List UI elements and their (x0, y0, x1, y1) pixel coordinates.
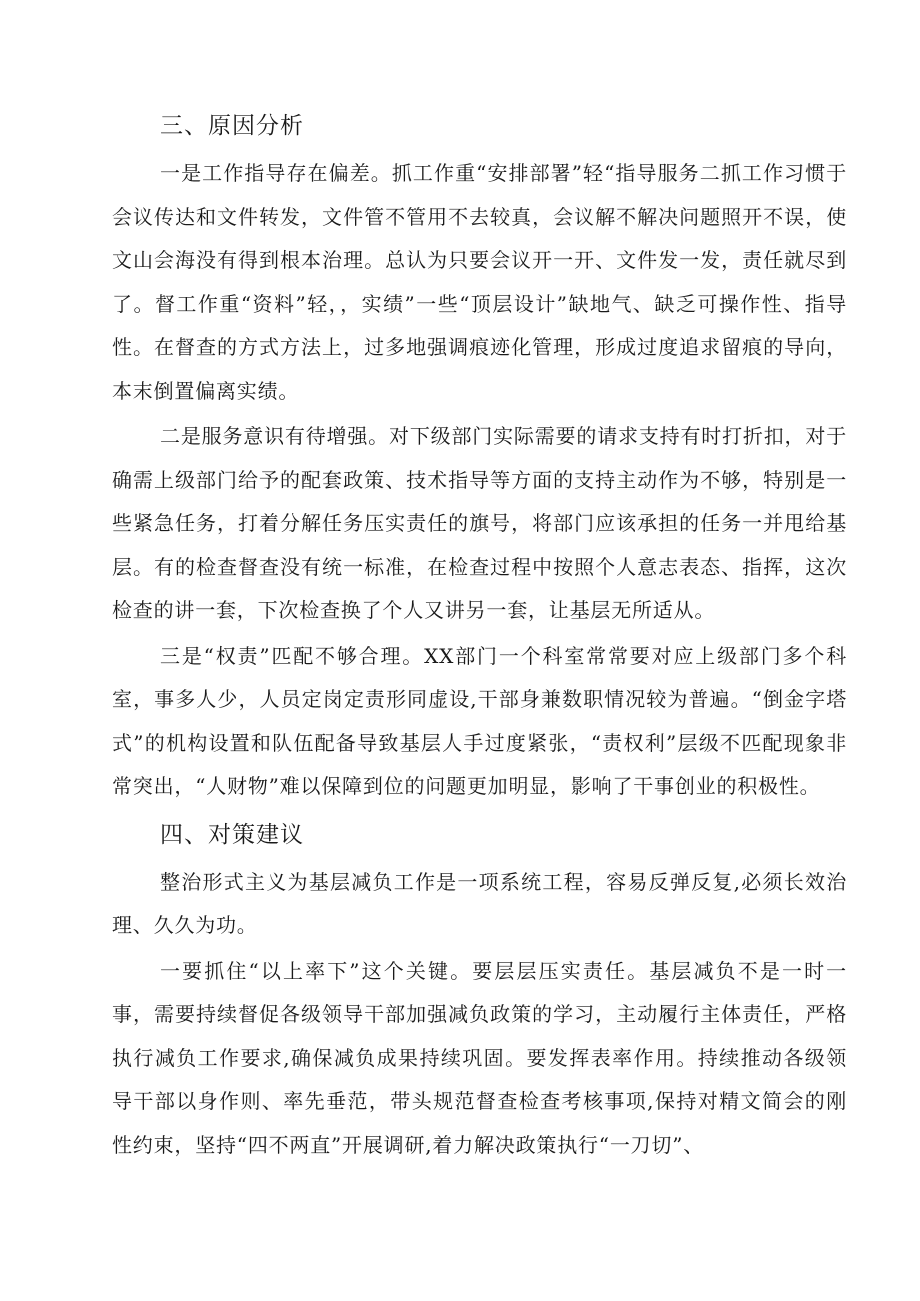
paragraph-service-awareness: 二是服务意识有待增强。对下级部门实际需要的请求支持有时打折扣，对于确需上级部门给予的配套政策、技术指导等方面的支持主动作为不够，特别是一些紧急任务，打着分解任务压实责任的旗号，将部门应该承担的任务一并甩给基层。有的检查督查没有统一标准，在检查过程中按照个人意志表态、指挥，这次检查的讲一套，下次检查换了个人又讲另一套，让基层无所适从。 (112, 424, 847, 622)
paragraph-power-responsibility: 三是“权责”匹配不够合理。XX部门一个科室常常要对应上级部门多个科室，事多人少，人员定岗定责形同虚设,干部身兼数职情况较为普遍。“倒金字塔式”的机构设置和队伍配备导致基层人手过度紧张，“责权利”层级不匹配现象非常突出，“人财物”难以保障到位的问题更加明显，影响了干事创业的积极性。 (112, 643, 847, 798)
paragraph-guidance-deviation: 一是工作指导存在偏差。抓工作重“安排部署”轻“指导服务二抓工作习惯于会议传达和文件转发，文件管不管用不去较真，会议解不解决问题照开不误，使文山会海没有得到根本治理。总认为只要会议开一开、文件发一发，责任就尽到了。督工作重“资料”轻，，实绩”一些“顶层设计”缺地气、缺乏可操作性、指导性。在督查的方式方法上，过多地强调痕迹化管理，形成过度追求留痕的导向，本末倒置偏离实绩。 (112, 161, 847, 403)
paragraph-systematic-project: 整治形式主义为基层减负工作是一项系统工程，容易反弹反复,必须长效治理、久久为功。 (112, 869, 847, 937)
section-heading-countermeasures: 四、对策建议 (160, 821, 304, 848)
section-heading-cause-analysis: 三、原因分析 (160, 113, 304, 139)
document-page (112, 100, 847, 1167)
paragraph-lead-by-example: 一要抓住“以上率下”这个关键。要层层压实责任。基层减负不是一时一事，需要持续督促各级领导干部加强减负政策的学习，主动履行主体责任，严格执行减负工作要求,确保减负成果持续巩固。要发挥表率作用。持续推动各级领导干部以身作则、率先垂范，带头规范督查检查考核事项,保持对精文简会的刚性约束，坚持“四不两直”开展调研,着力解决政策执行“一刀切”、 (112, 958, 847, 1157)
